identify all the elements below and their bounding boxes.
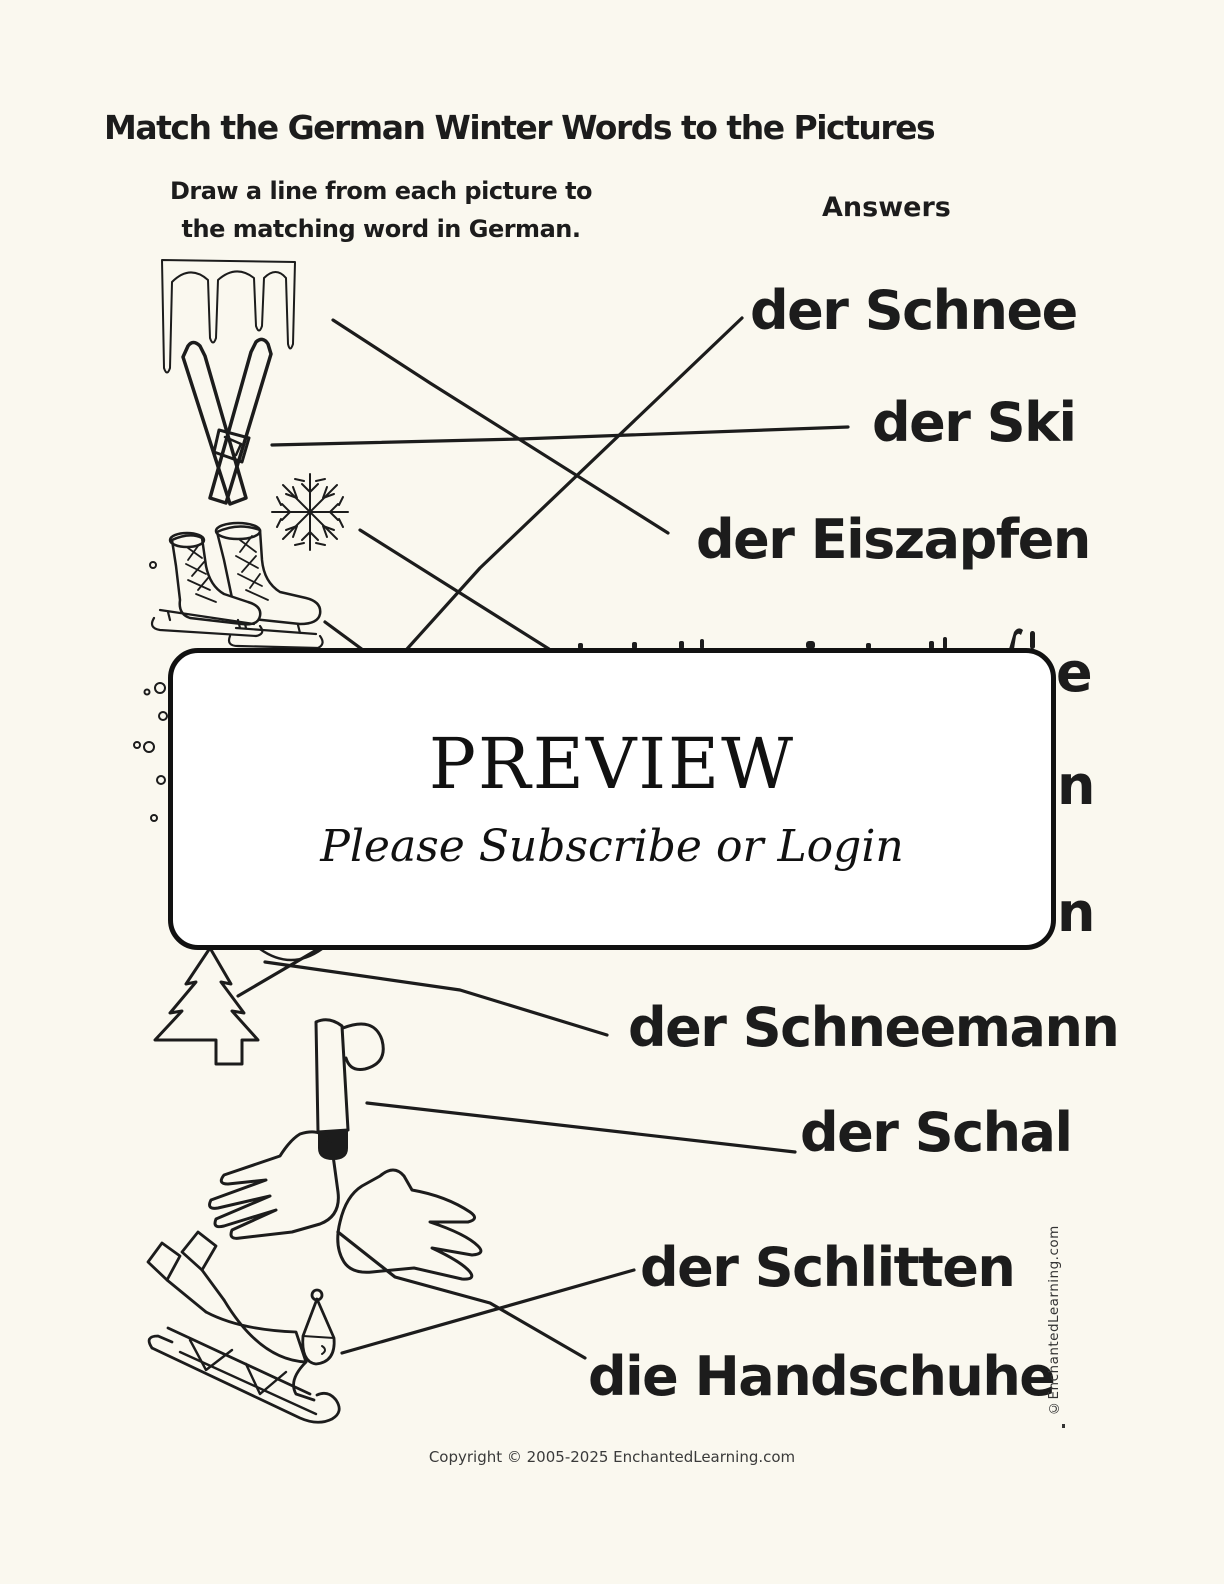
answer-line-tree (238, 948, 320, 996)
answer-line-icicles-eiszapfen (333, 320, 668, 533)
ice-skates-picture (152, 523, 323, 648)
answer-line-skates (325, 622, 363, 650)
answer-line-schnee (407, 318, 742, 649)
hidden-word-fragment-1: e (1056, 641, 1093, 704)
word-der-ski: der Ski (872, 391, 1076, 454)
skis-picture (183, 339, 271, 504)
copyright-notice: Copyright © 2005-2025 EnchantedLearning.com (428, 1448, 796, 1466)
instructions-line2: the matching word in German. (181, 215, 581, 243)
hidden-word-fragment-2: n (1057, 754, 1096, 817)
page-title: Match the German Winter Words to the Pictures (104, 108, 935, 147)
answer-line-sled-schlitten (342, 1270, 634, 1353)
answer-line-scarf-schal (367, 1103, 795, 1152)
preview-overlay[interactable] (168, 648, 1056, 950)
watermark-dot (1062, 1424, 1065, 1428)
word-der-schneemann: der Schneemann (628, 996, 1119, 1059)
hidden-word-letter-tops (578, 628, 1035, 649)
snowflake-picture (272, 474, 348, 550)
hidden-word-fragment-3: n (1057, 881, 1096, 944)
evergreen-tree-picture (155, 948, 258, 1064)
sled-picture (148, 1232, 339, 1422)
word-der-schnee: der Schnee (750, 279, 1077, 342)
answers-label: Answers (822, 192, 951, 223)
preview-subscribe-login-text[interactable]: Please Subscribe or Login (320, 821, 904, 872)
word-die-handschuhe: die Handschuhe (588, 1345, 1055, 1408)
snow-dots-picture (134, 562, 167, 821)
answer-line-snowflake (360, 530, 549, 649)
word-der-eiszapfen: der Eiszapfen (696, 508, 1090, 571)
word-der-schal: der Schal (800, 1101, 1072, 1164)
instructions-line1: Draw a line from each picture to (169, 177, 593, 205)
word-der-schlitten: der Schlitten (640, 1236, 1015, 1299)
answer-line-skis-ski (272, 427, 848, 445)
vertical-watermark: ©EnchantedLearning.com (1046, 1225, 1062, 1416)
preview-heading: PREVIEW (428, 723, 796, 805)
